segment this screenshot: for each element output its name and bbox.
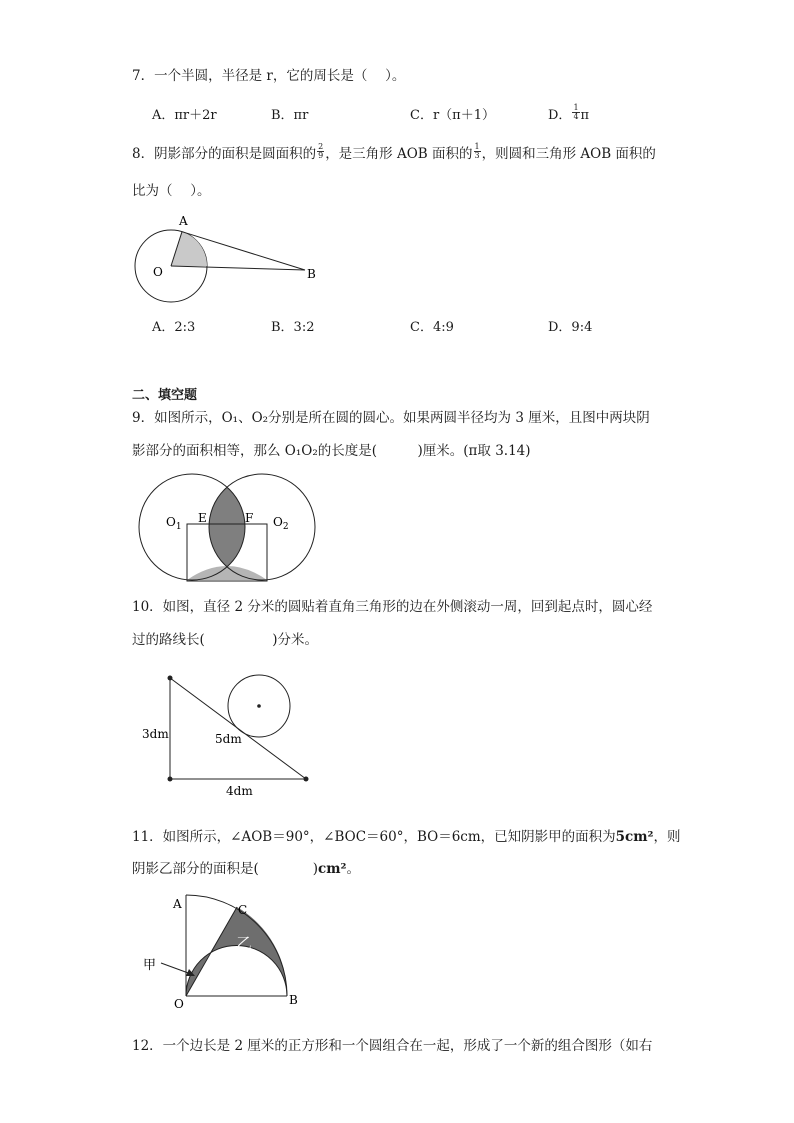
- q8-frac1: [317, 143, 324, 160]
- q7-option-a: A．πr＋2r: [152, 108, 217, 123]
- q8-option-d: D．9:4: [548, 320, 593, 335]
- q7-option-d: [548, 104, 589, 124]
- q8-part3: ，则圆和三角形 AOB 面积的: [481, 146, 656, 162]
- q8-option-c: C．4:9: [410, 320, 454, 335]
- q8-line1: [132, 144, 656, 164]
- q12-line1: 12．一个边长是 2 厘米的正方形和一个圆组合在一起，形成了一个新的组合图形（如右: [132, 1038, 653, 1054]
- q10-label-hyp: 5dm: [215, 732, 242, 746]
- q8-label-a: A: [179, 214, 188, 228]
- q11-label-c: C: [238, 903, 248, 917]
- q7-option-d-prefix: D．: [548, 108, 572, 123]
- q8-line-ob: [171, 266, 305, 270]
- q11-line2-text: 阴影乙部分的面积是( ): [132, 861, 319, 877]
- q10-vertex-top: [168, 676, 173, 681]
- q10-line1: 10．如图，直径 2 分米的圆贴着直角三角形的边在外侧滚动一周，回到起点时，圆心经: [132, 599, 653, 615]
- q7-option-d-fraction: [572, 104, 579, 121]
- q10-figure: [135, 665, 335, 800]
- q9-label-o2: $O_2$: [273, 515, 289, 532]
- q8-option-a: A．2:3: [152, 320, 196, 335]
- q11-line-oc: [186, 907, 237, 996]
- q8-label-b: B: [307, 267, 316, 281]
- q7-option-c: C．r（π＋1）: [410, 108, 495, 123]
- q11-figure: [135, 888, 315, 1013]
- q8-part2: ，是三角形 AOB 面积的: [325, 146, 473, 162]
- q7-frac-den: 4: [573, 112, 579, 121]
- q8-frac1-den: 9: [318, 151, 324, 160]
- q8-frac2: [474, 143, 481, 160]
- q10-label-left: 3dm: [142, 727, 169, 741]
- q11-line1: [132, 827, 680, 847]
- q11-line1-bold: 5cm²: [615, 829, 654, 845]
- q7-text: 7．一个半圆，半径是 r，它的周长是（ ）。: [132, 68, 406, 84]
- q8-frac1-num: 2: [318, 142, 324, 151]
- q10-circle-center: [257, 704, 261, 708]
- q7-option-d-suffix: π: [580, 108, 590, 123]
- q11-label-b: B: [289, 993, 298, 1007]
- q10-line2: 过的路线长( )分米。: [132, 632, 319, 648]
- q9-line2: 影部分的面积相等，那么 O₁O₂的长度是( )厘米。(π取 3.14): [132, 443, 531, 459]
- q11-line2-bold: cm²: [318, 861, 347, 877]
- q9-label-f: F: [245, 511, 254, 525]
- q11-label-jia: 甲: [143, 958, 157, 973]
- q8-frac2-den: 3: [474, 151, 480, 160]
- section-title: 二、填空题: [132, 388, 198, 403]
- q11-line1-end: ，则: [653, 829, 681, 845]
- q9-label-e: E: [198, 511, 207, 525]
- q11-label-a: A: [173, 897, 182, 911]
- q10-vertex-right-angle: [168, 777, 173, 782]
- q9-shaded-lens: [209, 474, 315, 580]
- q11-line2: [132, 859, 360, 879]
- q11-line2-end: 。: [346, 861, 360, 877]
- q7-frac-num: 1: [573, 103, 579, 112]
- q7-option-b: B．πr: [271, 108, 309, 123]
- q9-label-o1: $O_1$: [166, 515, 182, 532]
- q8-option-b: B．3:2: [271, 320, 315, 335]
- q11-label-yi: 乙: [236, 934, 253, 953]
- q9-shaded-bottom: [187, 566, 267, 580]
- q10-vertex-right: [304, 777, 309, 782]
- q11-label-o: O: [174, 997, 184, 1011]
- q11-line1-text: 11．如图所示，∠AOB＝90°，∠BOC＝60°，BO＝6cm，已知阴影甲的面积为: [132, 829, 616, 845]
- q8-figure: [125, 210, 335, 310]
- q8-line2: 比为（ ）。: [132, 183, 211, 199]
- q10-label-bottom: 4dm: [226, 784, 253, 798]
- q8-frac2-num: 1: [474, 142, 480, 151]
- q8-label-o: O: [153, 265, 163, 279]
- q9-line1: 9．如图所示，O₁、O₂分别是所在圆的圆心。如果两圆半径均为 3 厘米，且图中两块阴: [132, 410, 650, 426]
- q9-figure: [130, 472, 330, 587]
- q8-part1: 8．阴影部分的面积是圆面积的: [132, 146, 317, 162]
